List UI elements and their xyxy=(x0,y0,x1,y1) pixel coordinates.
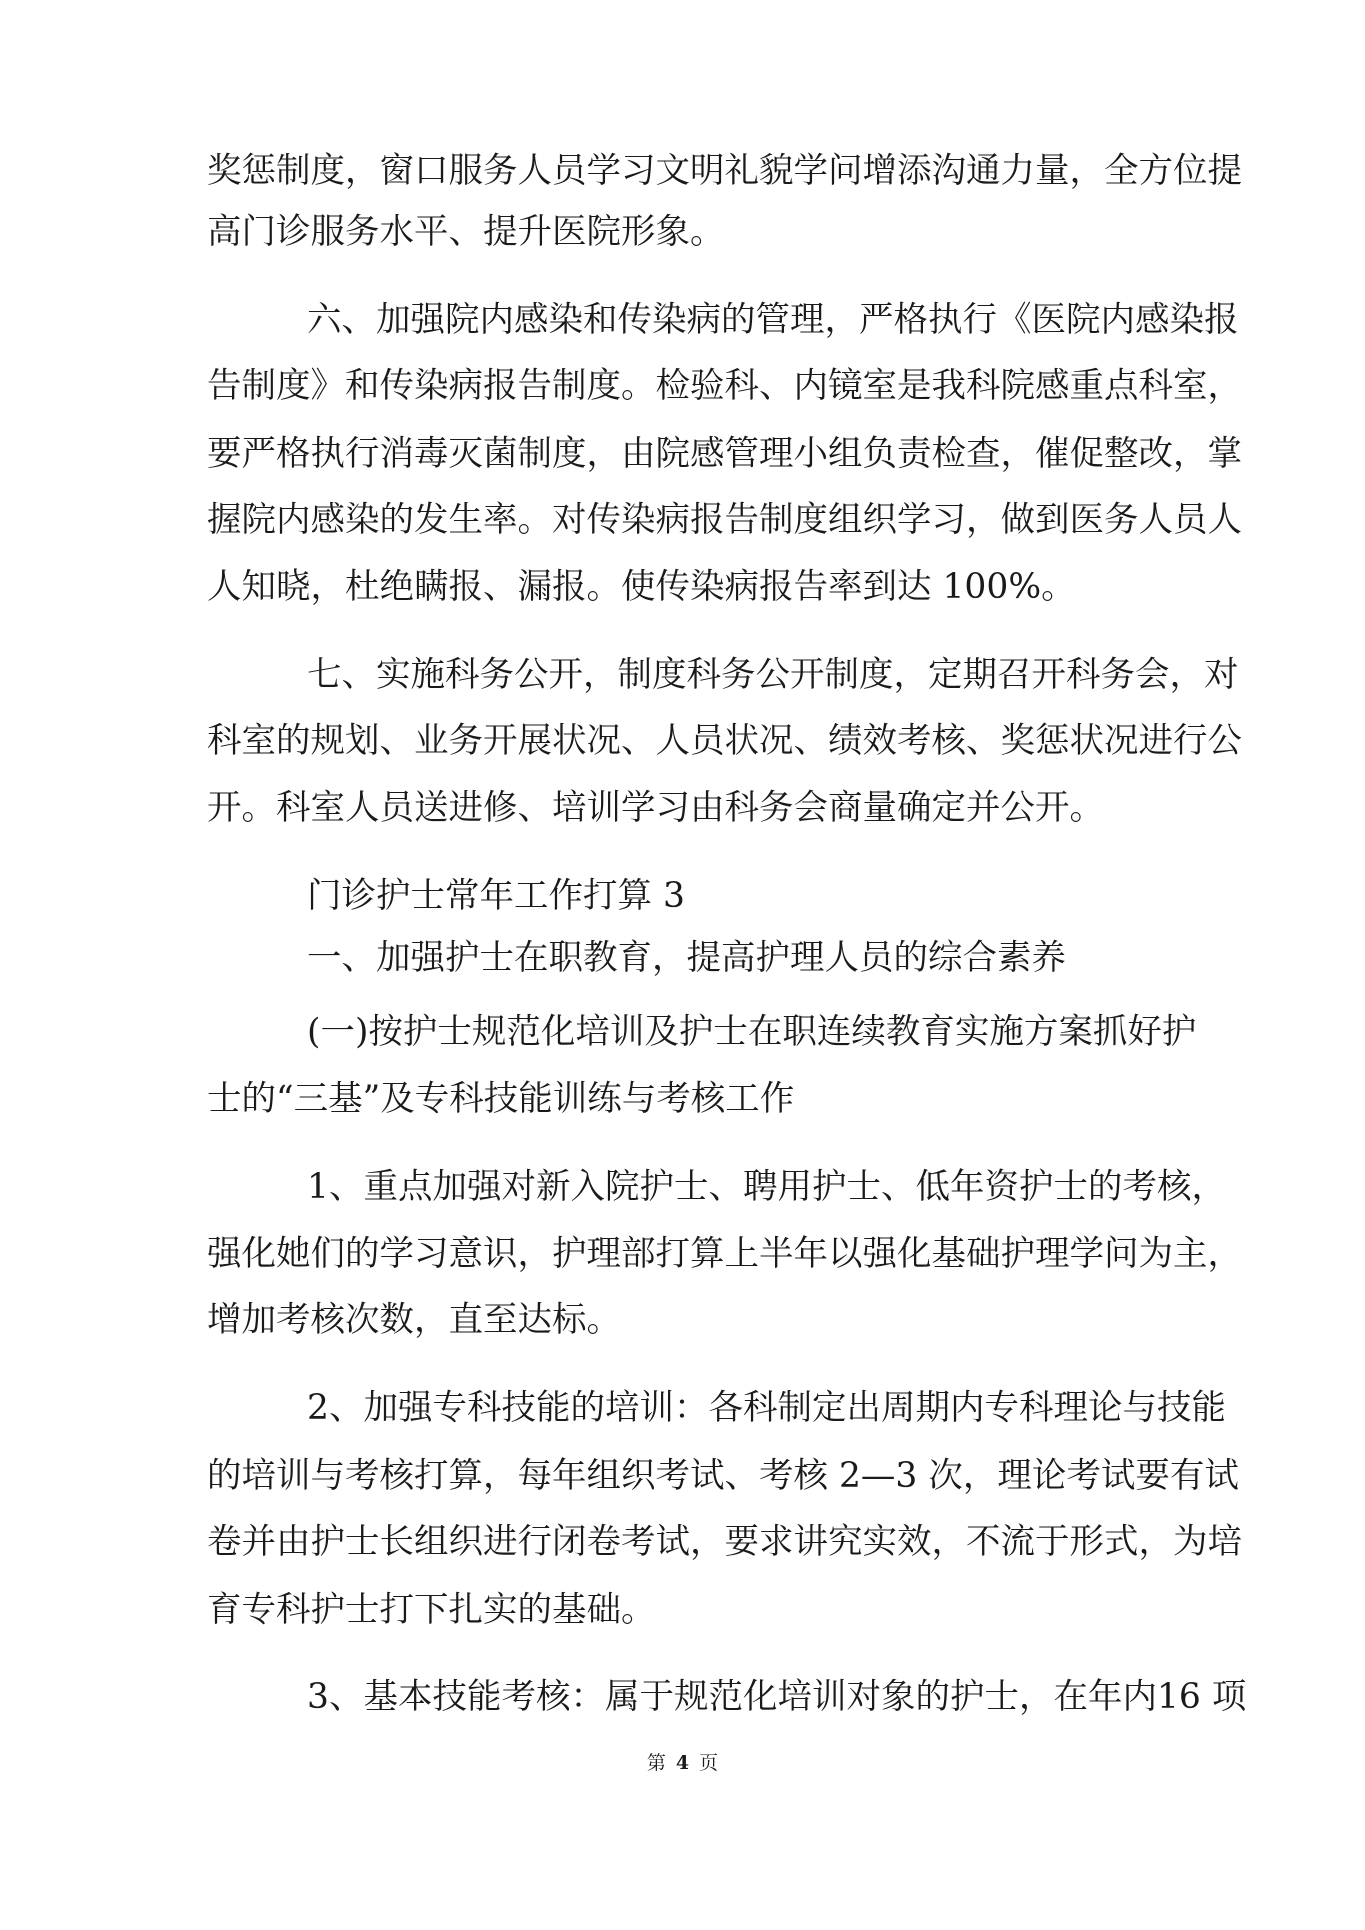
text-line-4: 告制度》和传染病报告制度。检验科、内镜室是我科院感重点科室， xyxy=(207,366,1242,406)
text-line-8: 七、实施科务公开，制度科务公开制度，定期召开科务会，对 xyxy=(307,655,1239,695)
text-line-13: (一)按护士规范化培训及护士在职连续教育实施方案抓好护 xyxy=(307,1012,1197,1052)
section-heading: 门诊护士常年工作打算 3 xyxy=(307,876,685,916)
text-line-16: 强化她们的学习意识，护理部打算上半年以强化基础护理学问为主， xyxy=(207,1234,1242,1274)
text-line-1: 奖惩制度，窗口服务人员学习文明礼貌学问增添沟通力量，全方位提 xyxy=(207,151,1242,191)
text-line-19: 的培训与考核打算，每年组织考试、考核 2—3 次，理论考试要有试 xyxy=(207,1456,1239,1496)
text-line-20: 卷并由护士长组织进行闭卷考试，要求讲究实效，不流于形式，为培 xyxy=(207,1522,1242,1562)
text-line-14: 士的“三基”及专科技能训练与考核工作 xyxy=(207,1079,795,1119)
footer-prefix: 第 xyxy=(646,1752,666,1774)
text-line-5: 要严格执行消毒灭菌制度，由院感管理小组负责检查，催促整改，掌 xyxy=(207,434,1242,474)
text-line-22: 3、基本技能考核：属于规范化培训对象的护士，在年内16 项 xyxy=(307,1677,1247,1717)
page-footer xyxy=(0,1748,1365,1775)
text-line-12: 一、加强护士在职教育，提高护理人员的综合素养 xyxy=(307,938,1066,978)
text-line-9: 科室的规划、业务开展状况、人员状况、绩效考核、奖惩状况进行公 xyxy=(207,721,1242,761)
footer-suffix: 页 xyxy=(699,1752,719,1774)
text-line-6: 握院内感染的发生率。对传染病报告制度组织学习，做到医务人员人 xyxy=(207,500,1242,540)
text-line-3: 六、加强院内感染和传染病的管理，严格执行《医院内感染报 xyxy=(307,300,1239,340)
text-line-15: 1、重点加强对新入院护士、聘用护士、低年资护士的考核， xyxy=(307,1167,1226,1207)
text-line-10: 开。科室人员送进修、培训学习由科务会商量确定并公开。 xyxy=(207,788,1104,828)
text-line-18: 2、加强专科技能的培训：各科制定出周期内专科理论与技能 xyxy=(307,1388,1226,1428)
text-line-17: 增加考核次数，直至达标。 xyxy=(207,1300,621,1340)
text-line-7: 人知晓，杜绝瞒报、漏报。使传染病报告率到达 100%。 xyxy=(207,567,1076,607)
text-line-2: 高门诊服务水平、提升医院形象。 xyxy=(207,212,725,252)
text-line-21: 育专科护士打下扎实的基础。 xyxy=(207,1590,656,1630)
page-number: 4 xyxy=(675,1752,690,1774)
